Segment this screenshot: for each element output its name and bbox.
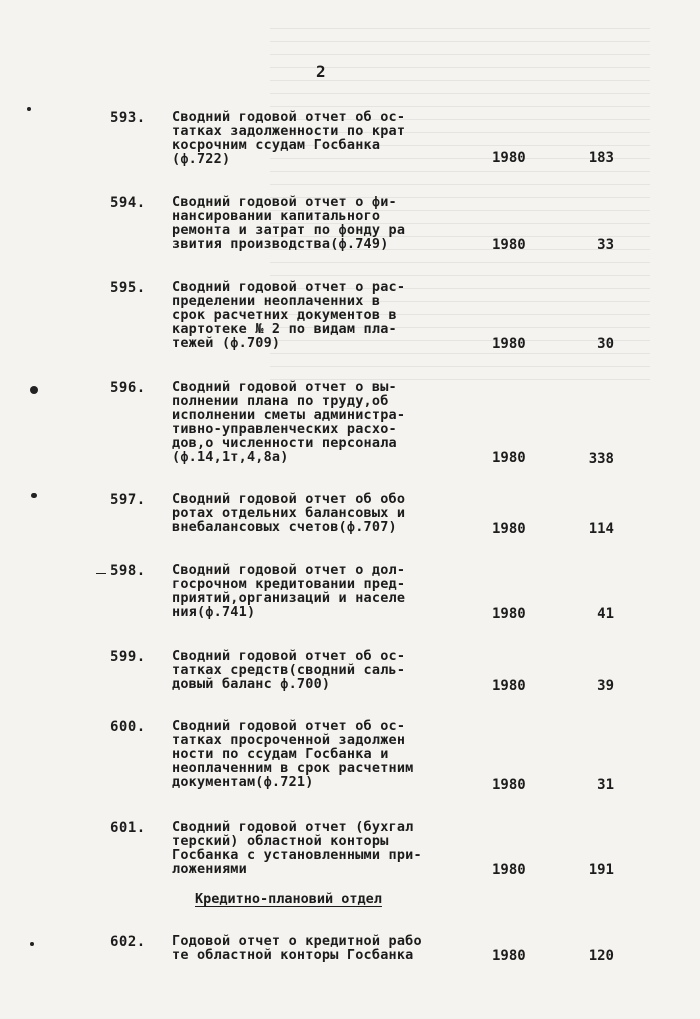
entry-sheet-count: 114 bbox=[588, 521, 614, 537]
entry-year: 1980 bbox=[492, 606, 526, 622]
entry-description: Сводний годовой отчет об ос- татках просроченной задолжен ности по ссудам Госбанка и неоплаченним в срок расчетним документам(ф.721) bbox=[172, 718, 414, 790]
entry-description: Сводний годовой отчет об ос- татках средств(сводний саль- довый баланс ф.700) bbox=[172, 648, 406, 692]
entry-year: 1980 bbox=[492, 237, 526, 253]
entry-year: 1980 bbox=[492, 678, 526, 694]
entry-sheet-count: 120 bbox=[588, 948, 614, 964]
entry-number: 600. bbox=[110, 719, 146, 735]
entry-year: 1980 bbox=[492, 150, 526, 166]
entry-number: 596. bbox=[110, 380, 146, 396]
section-heading: Кредитно-плановий отдел bbox=[195, 891, 382, 907]
entry-description: Сводний годовой отчет об ос- татках задолженности по крат косрочним ссудам Госбанка (ф.722) bbox=[172, 109, 406, 167]
entry-description: Сводний годовой отчет о дол- госрочном кредитовании пред- приятий,организаций и населе ния(ф.741) bbox=[172, 562, 406, 620]
entry-year: 1980 bbox=[492, 450, 526, 466]
entry-sheet-count: 338 bbox=[588, 451, 614, 467]
entry-number: 593. bbox=[110, 110, 146, 126]
entry-year: 1980 bbox=[492, 862, 526, 878]
entry-description: Годовой отчет о кредитной рабо те областной конторы Госбанка bbox=[172, 933, 422, 963]
page-number: 2 bbox=[316, 62, 326, 81]
entry-sheet-count: 191 bbox=[588, 862, 614, 878]
entry-number: 598. bbox=[110, 563, 146, 579]
entry-sheet-count: 39 bbox=[597, 678, 614, 694]
scan-speck bbox=[27, 107, 31, 111]
entry-year: 1980 bbox=[492, 336, 526, 352]
entry-description: Сводний годовой отчет о фи- нансировании капитального ремонта и затрат по фонду ра звития производства(ф.749) bbox=[172, 194, 406, 252]
entry-sheet-count: 30 bbox=[597, 336, 614, 352]
scan-speck bbox=[30, 386, 38, 394]
entry-description: Сводний годовой отчет (бухгал терский) областной конторы Госбанка с установленными при- ложениями bbox=[172, 819, 422, 877]
entry-sheet-count: 183 bbox=[588, 150, 614, 166]
entry-number: 602. bbox=[110, 934, 146, 950]
entry-sheet-count: 41 bbox=[597, 606, 614, 622]
entry-year: 1980 bbox=[492, 777, 526, 793]
entry-number: 595. bbox=[110, 280, 146, 296]
entry-number: 594. bbox=[110, 195, 146, 211]
entry-sheet-count: 33 bbox=[597, 237, 614, 253]
entry-sheet-count: 31 bbox=[597, 777, 614, 793]
entry-year: 1980 bbox=[492, 521, 526, 537]
entry-number: 601. bbox=[110, 820, 146, 836]
entry-description: Сводний годовой отчет о вы- полнении плана по труду,об исполнении сметы администра- тивно-управленческих расхо- дов,о численности персонала (ф.14,1т,4,8а) bbox=[172, 379, 406, 465]
entry-description: Сводний годовой отчет о рас- пределении неоплаченних в срок расчетних документов в картотеке № 2 по видам пла- тежей (ф.709) bbox=[172, 279, 406, 351]
entry-description: Сводний годовой отчет об обо ротах отдельних балансовых и внебалансовых счетов(ф.707) bbox=[172, 491, 406, 535]
scan-speck bbox=[30, 942, 34, 946]
entry-year: 1980 bbox=[492, 948, 526, 964]
entry-number: 599. bbox=[110, 649, 146, 665]
scan-speck bbox=[31, 493, 37, 498]
entry-number: 597. bbox=[110, 492, 146, 508]
scan-dash bbox=[96, 573, 106, 574]
